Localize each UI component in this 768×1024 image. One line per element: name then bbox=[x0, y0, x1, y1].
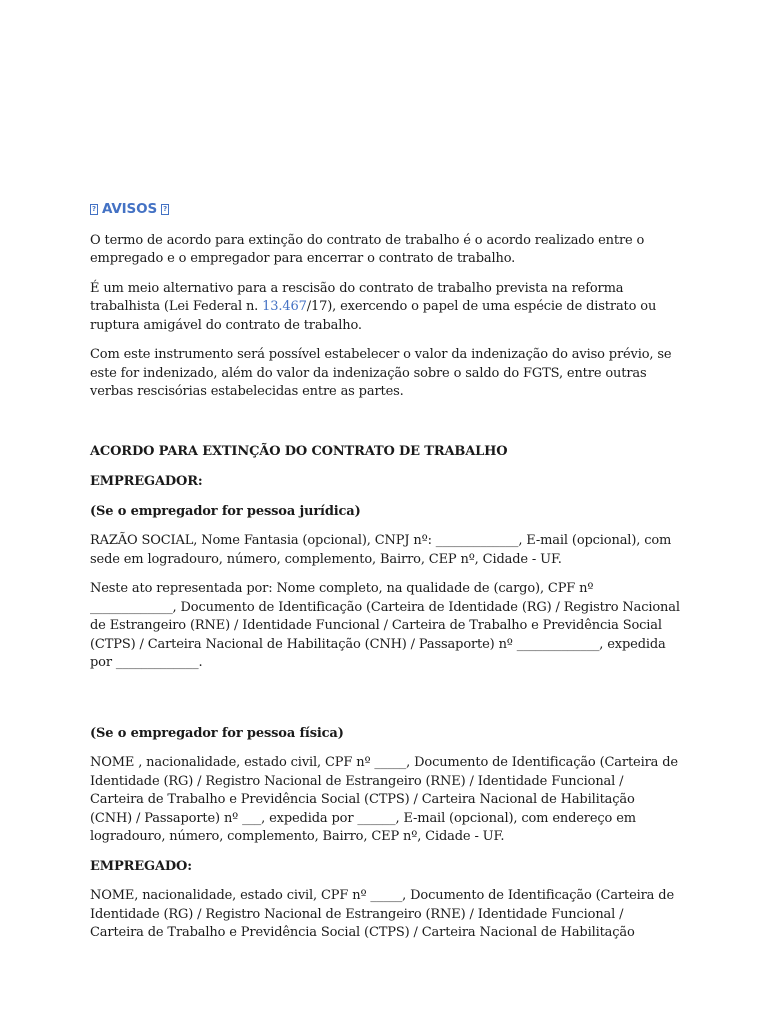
section-spacer bbox=[90, 684, 680, 725]
document-page bbox=[90, 200, 680, 954]
section-spacer bbox=[90, 413, 680, 443]
legal-entity-paragraph-2: Neste ato representada por: Nome completo, na qualidade de (cargo), CPF nº _____________, Documento de Identificação (Carteira de Identidade (RG) / Registro Nacional de Estrangeiro (RNE) / Identidade Funcional / Carteira de Trabalho e Previdência Social (CTPS) / Carteira Nacional de Habilitação (CNH) / Passaporte) nº _____________, expedida por _____________. bbox=[90, 581, 680, 670]
intro-paragraph-1: O termo de acordo para extinção do contrato de trabalho é o acordo realizado entre o empregado e o empregador para encerrar o contrato de trabalho. bbox=[90, 232, 645, 266]
notices-heading-text: AVISOS bbox=[102, 201, 158, 217]
intro-paragraph-2 bbox=[90, 280, 680, 336]
legal-entity-label: (Se o empregador for pessoa jurídica) bbox=[90, 503, 361, 519]
intro-paragraph-2-end: /17), exercendo o papel de uma espécie de distrato ou ruptura amigável do contrato de trabalho. bbox=[90, 299, 657, 333]
employer-label: EMPREGADOR: bbox=[90, 474, 203, 489]
individual-paragraph-1: NOME , nacionalidade, estado civil, CPF nº _____, Documento de Identificação (Carteira de Identidade (RG) / Registro Nacional de Estrangeiro (RNE) / Identidade Funcional / Carteira de Trabalho e Previdência Social (CTPS) / Carteira Nacional de Habilitação (CNH) / Passaporte) nº ___, expedida por ______, E-mail (opcional), com endereço em logradouro, número, complemento, Bairro, CEP nº, Cidade - UF. bbox=[90, 755, 678, 844]
missing-glyph-icon: ? bbox=[90, 204, 98, 215]
notices-heading bbox=[90, 200, 680, 219]
employee-paragraph-1: NOME, nacionalidade, estado civil, CPF nº _____, Documento de Identificação (Carteira de Identidade (RG) / Registro Nacional de Estrangeiro (RNE) / Identidade Funcional / Carteira de Trabalho e Previdência Social (CTPS) / Carteira Nacional de Habilitação bbox=[90, 888, 674, 940]
missing-glyph-icon: ? bbox=[161, 204, 169, 215]
individual-label: (Se o empregador for pessoa física) bbox=[90, 725, 344, 741]
intro-paragraph-3: Com este instrumento será possível estabelecer o valor da indenização do aviso prévio, se este for indenizado, além do valor da indenização sobre o saldo do FGTS, entre outras verbas rescisórias estabelecidas entre as partes. bbox=[90, 347, 672, 399]
intro-paragraph-2-start: É um meio alternativo para a rescisão do contrato de trabalho prevista na reforma trabalhista (Lei Federal n. bbox=[90, 280, 624, 314]
law-number-link[interactable]: 13.467 bbox=[262, 299, 307, 314]
legal-entity-paragraph-1: RAZÃO SOCIAL, Nome Fantasia (opcional), CNPJ nº: _____________, E-mail (opcional), com sede em logradouro, número, complemento, Bairro, CEP nº, Cidade - UF. bbox=[90, 533, 672, 567]
employee-label: EMPREGADO: bbox=[90, 858, 192, 874]
contract-title: ACORDO PARA EXTINÇÃO DO CONTRATO DE TRABALHO bbox=[90, 443, 508, 459]
